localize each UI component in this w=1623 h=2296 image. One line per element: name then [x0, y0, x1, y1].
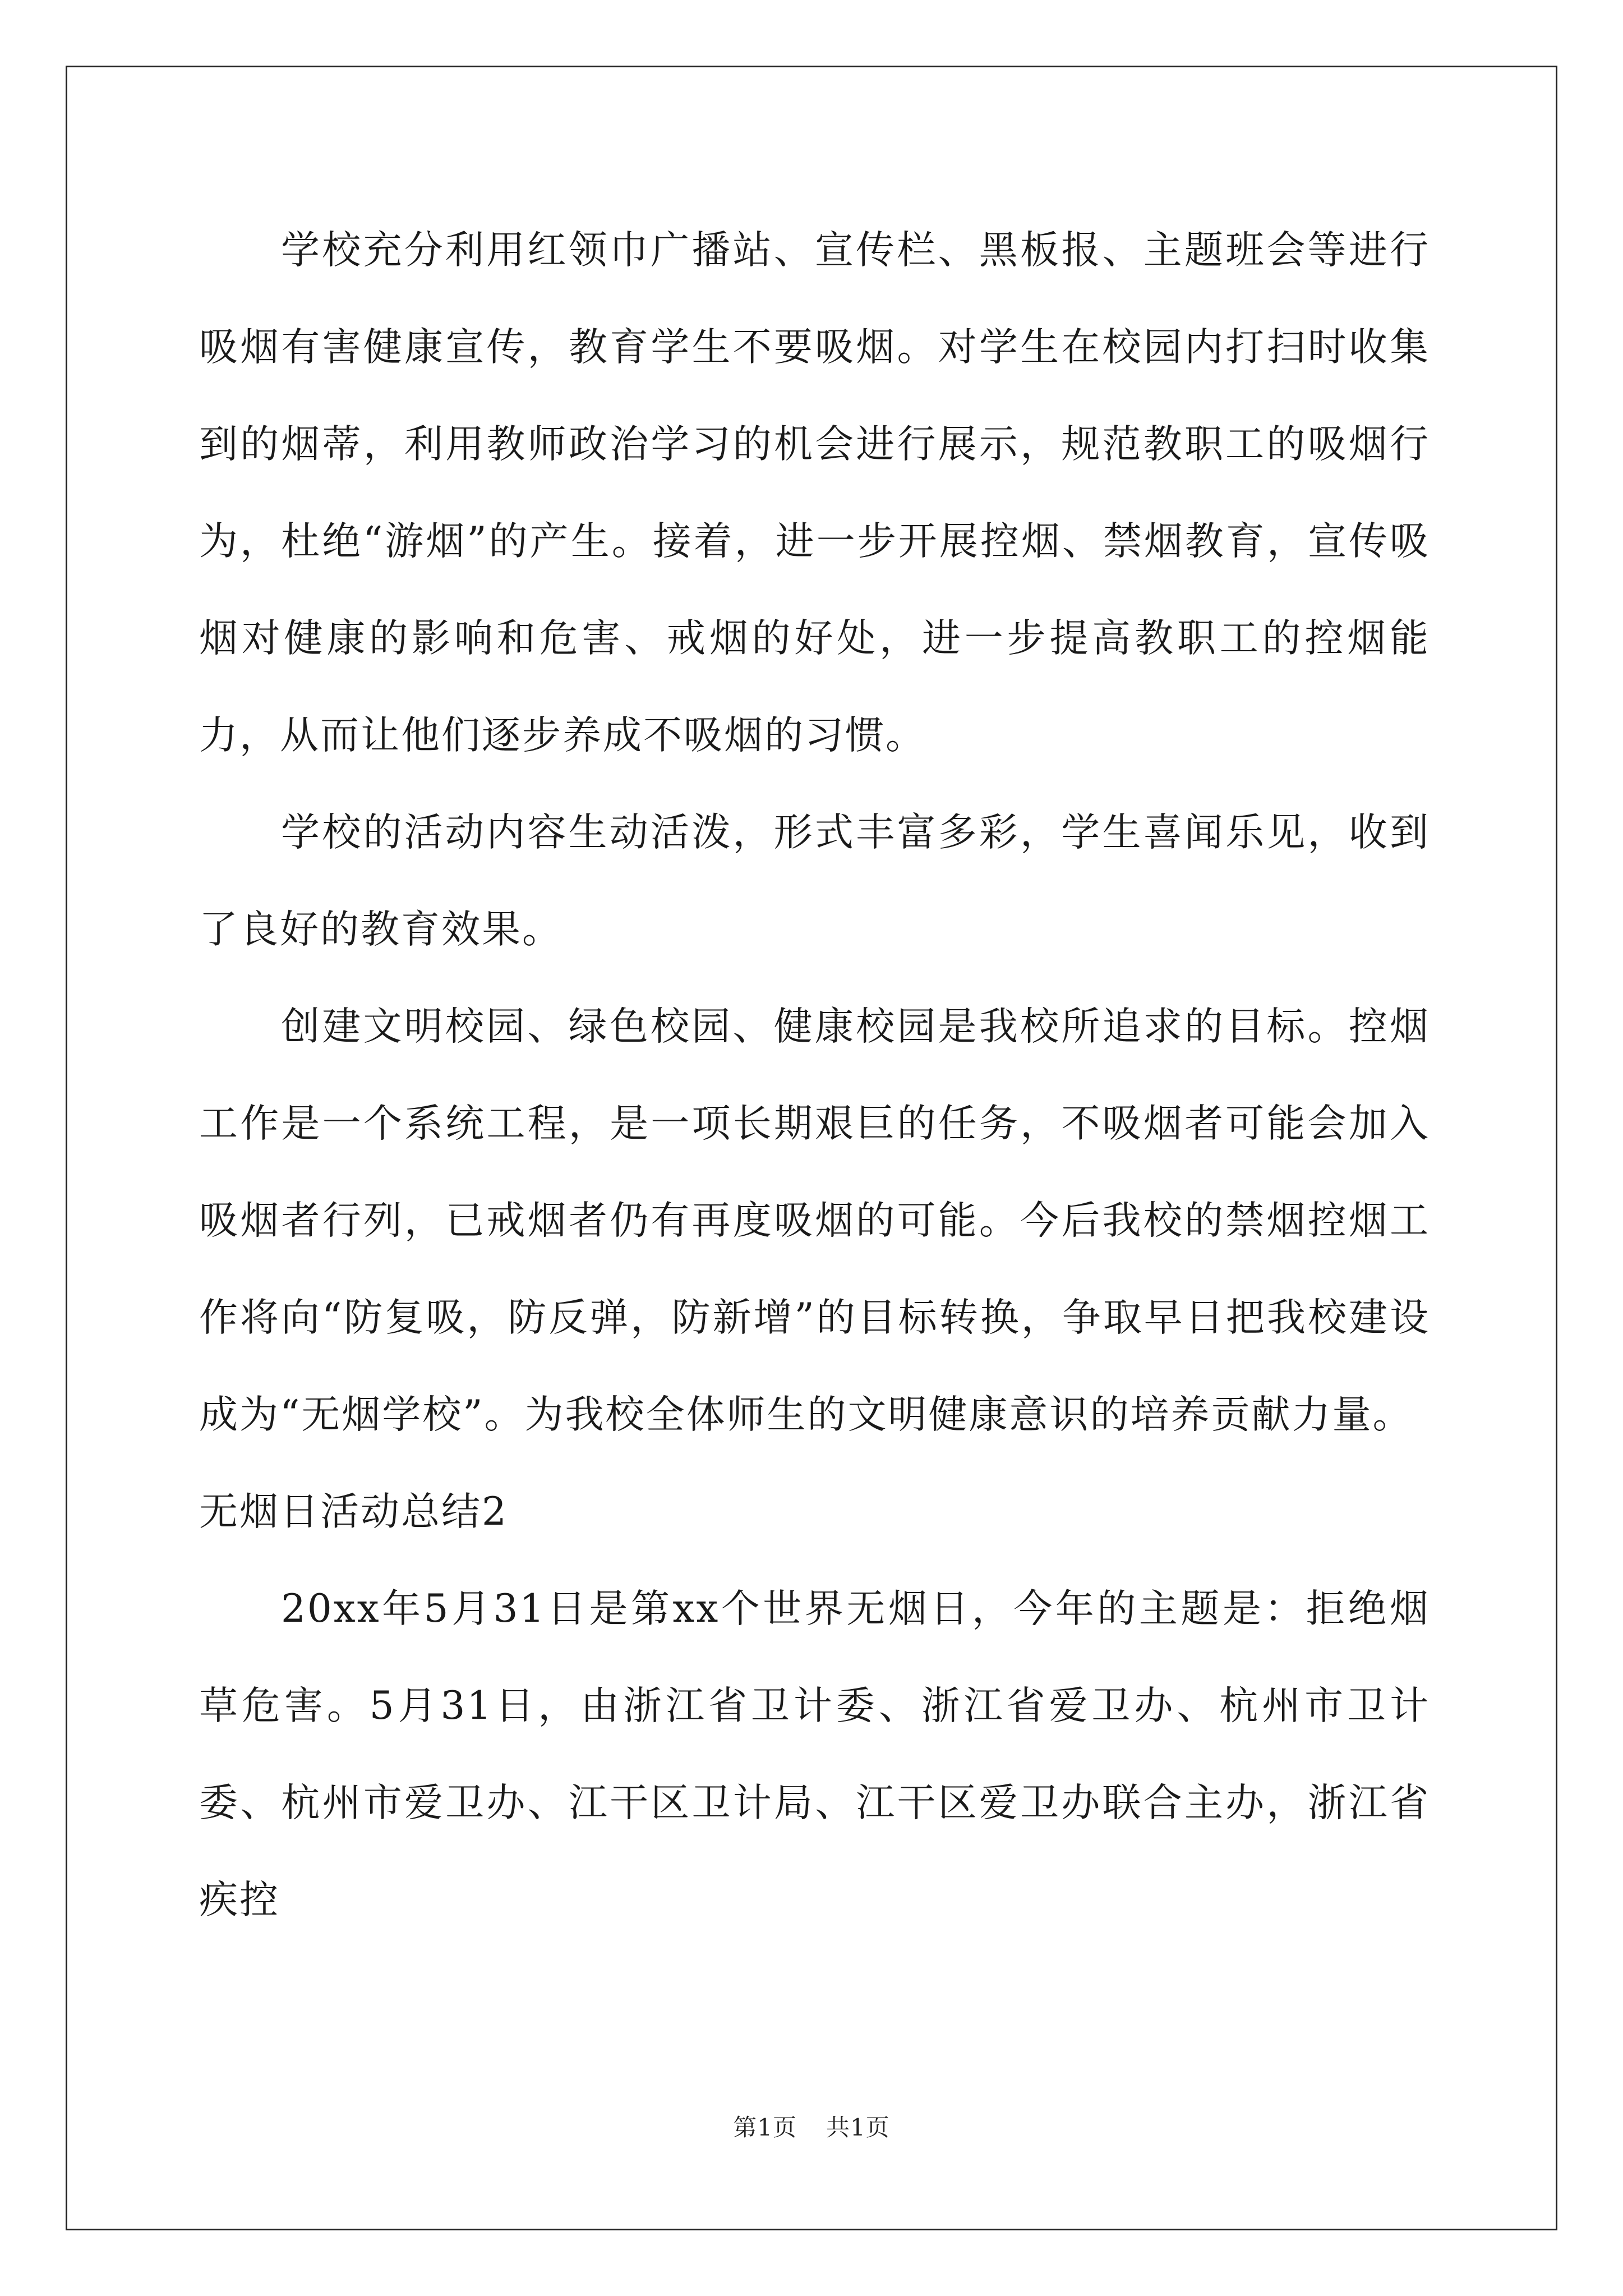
page-number: 第1页	[733, 2114, 797, 2141]
paragraph-activity-effect: 学校的活动内容生动活泼，形式丰富多彩，学生喜闻乐见，收到了良好的教育效果。	[199, 810, 1430, 952]
document-body	[199, 202, 1430, 1949]
section-heading: 无烟日活动总结2	[199, 1489, 508, 1534]
page-total: 共1页	[826, 2114, 890, 2141]
page-footer	[0, 2109, 1623, 2143]
paragraph-publicity: 学校充分利用红领巾广播站、宣传栏、黑板报、主题班会等进行吸烟有害健康宣传，教育学生不要吸烟。对学生在校园内打扫时收集到的烟蒂，利用教师政治学习的机会进行展示，规范教职工的吸烟行为，杜绝“游烟”的产生。接着，进一步开展控烟、禁烟教育，宣传吸烟对健康的影响和危害、戒烟的好处，进一步提高教职工的控烟能力，从而让他们逐步养成不吸烟的习惯。	[199, 228, 1430, 758]
paragraph-world-no-tobacco-day: 20xx年5月31日是第xx个世界无烟日，今年的主题是：拒绝烟草危害。5月31日，由浙江省卫计委、浙江省爱卫办、杭州市卫计委、杭州市爱卫办、江干区卫计局、江干区爱卫办联合主办，浙江省疾控	[199, 1586, 1430, 1922]
paragraph-goal: 创建文明校园、绿色校园、健康校园是我校所追求的目标。控烟工作是一个系统工程，是一项长期艰巨的任务，不吸烟者可能会加入吸烟者行列，已戒烟者仍有再度吸烟的可能。今后我校的禁烟控烟工作将向“防复吸，防反弹，防新增”的目标转换，争取早日把我校建设成为“无烟学校”。为我校全体师生的文明健康意识的培养贡献力量。	[199, 1004, 1430, 1437]
